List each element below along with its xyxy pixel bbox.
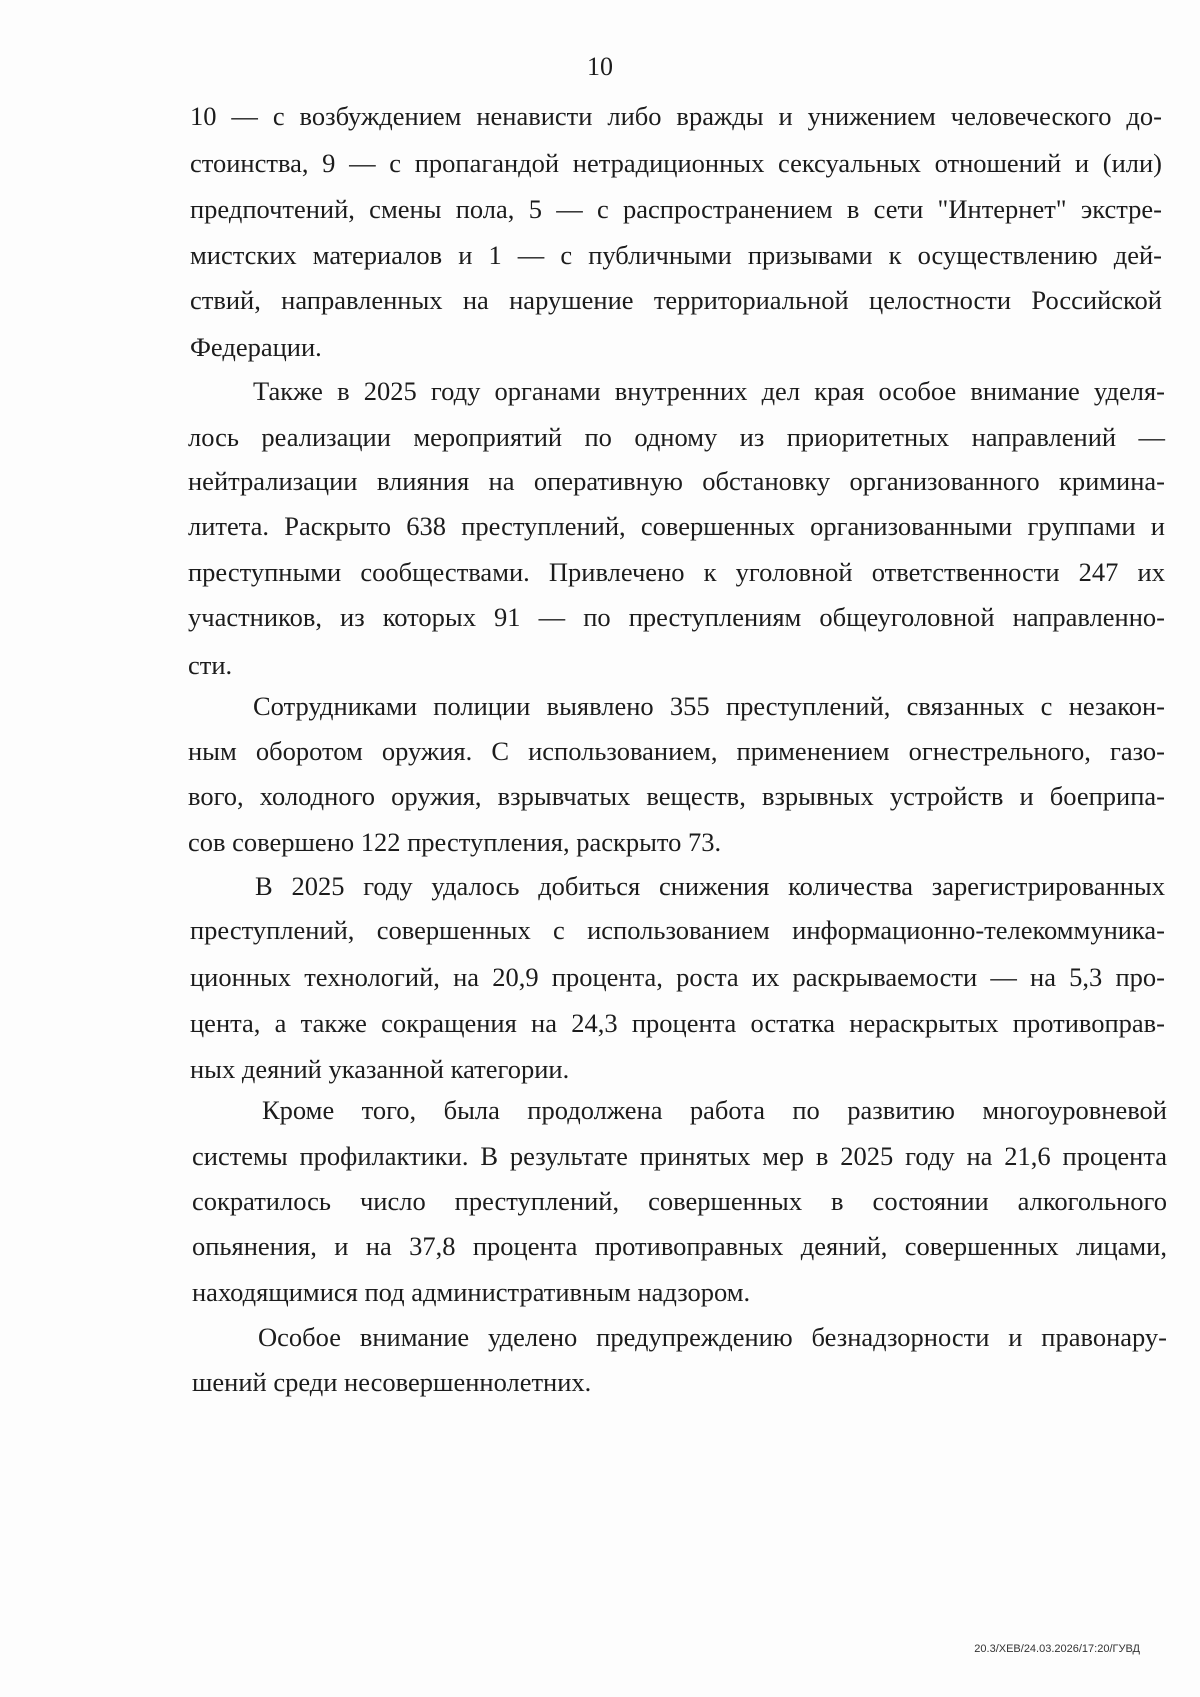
text-line: ным оборотом оружия. С использованием, применением огнестрельного, газо- <box>188 736 1165 766</box>
text-line: цента, а также сокращения на 24,3 процента остатка нераскрытых противоправ- <box>190 1008 1165 1038</box>
text-line: преступлений, совершенных с использованием информационно-телекоммуника- <box>190 915 1165 945</box>
text-line: системы профилактики. В результате принятых мер в 2025 году на 21,6 процента <box>192 1141 1167 1171</box>
text-line: сти. <box>188 650 233 680</box>
text-line: мистских материалов и 1 — с публичными призывами к осуществлению дей- <box>190 240 1162 270</box>
text-line: литета. Раскрыто 638 преступлений, совершенных организованными группами и <box>188 511 1165 541</box>
text-line: Кроме того, была продолжена работа по развитию многоуровневой <box>262 1095 1167 1125</box>
page-number: 10 <box>587 52 613 81</box>
document-registration-code: 20.3/ХЕВ/24.03.2026/17:20/ГУВД <box>974 1643 1140 1655</box>
text-line: ционных технологий, на 20,9 процента, роста их раскрываемости — на 5,3 про- <box>190 962 1165 992</box>
text-line: Сотрудниками полиции выявлено 355 преступлений, связанных с незакон- <box>253 691 1165 721</box>
text-line: сократилось число преступлений, совершенных в состоянии алкогольного <box>192 1186 1167 1216</box>
text-line: участников, из которых 91 — по преступлениям общеуголовной направленно- <box>188 602 1165 632</box>
text-line: Федерации. <box>190 332 322 362</box>
text-line: Также в 2025 году органами внутренних дел края особое внимание уделя- <box>253 376 1165 406</box>
text-line: находящимися под административным надзором. <box>192 1277 751 1307</box>
text-line: стоинства, 9 — с пропагандой нетрадиционных сексуальных отношений и (или) <box>190 148 1162 178</box>
text-line: нейтрализации влияния на оперативную обстановку организованного кримина- <box>188 466 1165 496</box>
text-line: шений среди несовершеннолетних. <box>192 1367 592 1397</box>
text-line: Особое внимание уделено предупреждению безнадзорности и правонару- <box>258 1322 1167 1352</box>
text-line: В 2025 году удалось добиться снижения количества зарегистрированных <box>255 871 1165 901</box>
text-line: преступными сообществами. Привлечено к уголовной ответственности 247 их <box>188 557 1165 587</box>
text-line: опьянения, и на 37,8 процента противоправных деяний, совершенных лицами, <box>192 1231 1167 1261</box>
text-line: сов совершено 122 преступления, раскрыто 73. <box>188 827 722 857</box>
text-line: 10 — с возбуждением ненависти либо вражды и унижением человеческого до- <box>190 101 1162 131</box>
text-line: вого, холодного оружия, взрывчатых веществ, взрывных устройств и боеприпа- <box>188 781 1165 811</box>
text-line: ствий, направленных на нарушение территориальной целостности Российской <box>190 285 1162 315</box>
text-line: ных деяний указанной категории. <box>190 1054 570 1084</box>
text-line: лось реализации мероприятий по одному из приоритетных направлений — <box>188 422 1165 452</box>
text-line: предпочтений, смены пола, 5 — с распространением в сети "Интернет" экстре- <box>190 194 1162 224</box>
